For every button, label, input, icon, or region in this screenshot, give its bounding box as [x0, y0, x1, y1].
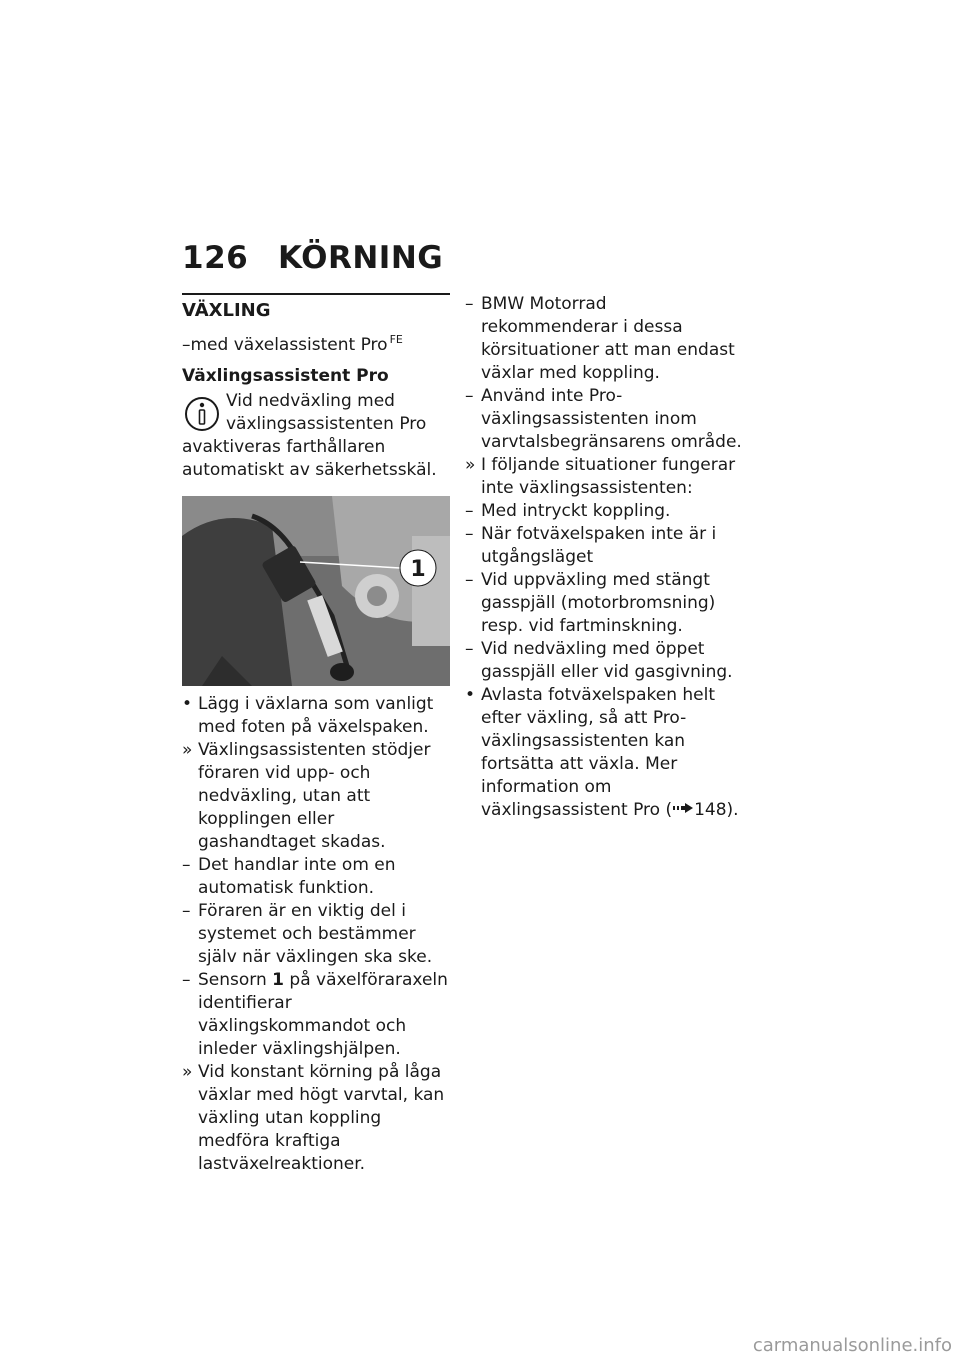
info-note: [182, 390, 450, 482]
info-text: Vid nedväxling med växlingsassistenten Pro avaktiveras farthållaren automatiskt av säkerhetsskäl.: [182, 391, 437, 480]
list-item: – När fotväxelspaken inte är i utgångsläget: [465, 524, 717, 567]
list-item: – BMW Motorrad rekommenderar i dessa körsituationer att man endast växlar med koppling.: [465, 294, 735, 383]
list-item: » I följande situationer fungerar inte växlingsassistenten:: [465, 455, 736, 498]
list-item: • Lägg i växlarna som vanligt med foten på växelspaken.: [182, 694, 434, 737]
option-code: FE: [389, 333, 403, 346]
section-title: VÄXLING: [182, 300, 271, 321]
list-item: • Avlasta fotväxelspaken helt efter växling, så att Pro-växlingsassistenten kan fortsätta att växla. Mer information om växlingsassistent Pro ( 148).: [465, 685, 739, 820]
figure-callout: 1: [410, 557, 426, 582]
info-icon: [182, 392, 222, 436]
list-item: – Sensorn 1 på växelföraraxeln identifierar växlingskommandot och inleder växlingshjälpen.: [182, 970, 448, 1059]
page-reference-arrow-icon: [673, 803, 693, 813]
watermark: carmanualsonline.info: [752, 1335, 952, 1356]
list-item: – Vid nedväxling med öppet gasspjäll eller vid gasgivning.: [465, 639, 733, 682]
list-item: – Vid uppväxling med stängt gasspjäll (motorbromsning) resp. vid fartminskning.: [465, 570, 716, 636]
gearshift-sensor-photo: [182, 496, 450, 686]
page-header: [182, 240, 443, 276]
list-item: – Det handlar inte om en automatisk funktion.: [182, 855, 396, 898]
right-column: [465, 293, 743, 822]
reference-page[interactable]: 148: [694, 800, 727, 820]
chapter-title: KÖRNING: [278, 240, 444, 276]
sensor-ref: 1: [272, 970, 284, 990]
page-number: 126: [182, 240, 249, 276]
section-rule: [182, 293, 450, 295]
equipment-condition: –med växelassistent Pro $^{FE}$: [182, 333, 403, 355]
list-item: » Vid konstant körning på låga växlar med högt varvtal, kan växling utan koppling medföra kraftiga lastväxelreaktioner.: [182, 1062, 445, 1174]
list-item: – Föraren är en viktig del i systemet och bestämmer själv när växlingen ska ske.: [182, 901, 433, 967]
subsection-title: Växlingsassistent Pro: [182, 366, 389, 386]
left-item-list: [182, 693, 450, 1176]
list-item: – Med intryckt koppling.: [465, 501, 671, 521]
list-item: – Använd inte Pro-växlingsassistenten inom varvtalsbegränsarens område.: [465, 386, 742, 452]
list-item: » Växlingsassistenten stödjer föraren vid upp- och nedväxling, utan att kopplingen eller gashandtaget skadas.: [182, 740, 431, 852]
left-column: [182, 293, 450, 1176]
